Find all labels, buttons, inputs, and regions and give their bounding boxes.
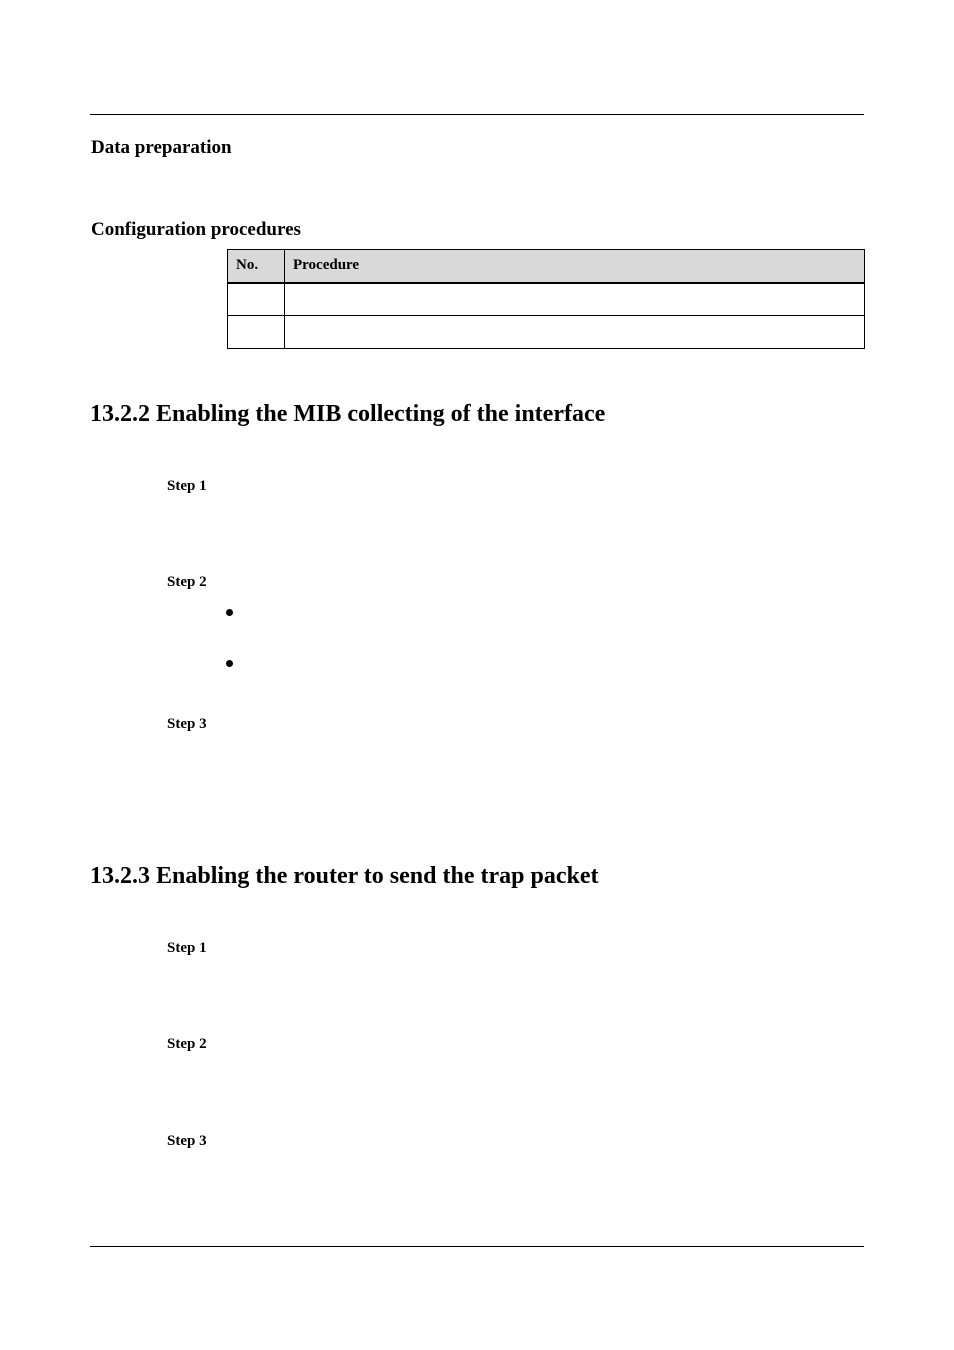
table-row [228, 283, 865, 316]
column-header-no: No. [228, 250, 285, 283]
table-cell-procedure [285, 283, 865, 316]
header-rule [90, 114, 864, 115]
step-label: Step 2 [167, 574, 207, 590]
table-cell-procedure [285, 316, 865, 349]
column-header-procedure: Procedure [285, 250, 865, 283]
section-heading-mib-collecting: 13.2.2 Enabling the MIB collecting of the interface [90, 401, 606, 427]
table-cell-no [228, 283, 285, 316]
footer-rule [90, 1246, 864, 1247]
table-header-row [228, 250, 865, 283]
data-preparation-heading: Data preparation [91, 137, 232, 158]
step-label: Step 1 [167, 478, 207, 494]
table-cell-no [228, 316, 285, 349]
step-label: Step 3 [167, 716, 207, 732]
procedure-table [227, 249, 865, 349]
bullet-point [226, 609, 233, 616]
configuration-procedures-heading: Configuration procedures [91, 219, 301, 240]
step-label: Step 1 [167, 940, 207, 956]
step-label: Step 3 [167, 1133, 207, 1149]
step-label: Step 2 [167, 1036, 207, 1052]
section-heading-trap-packet: 13.2.3 Enabling the router to send the trap packet [90, 863, 599, 889]
bullet-point [226, 660, 233, 667]
table-row [228, 316, 865, 349]
